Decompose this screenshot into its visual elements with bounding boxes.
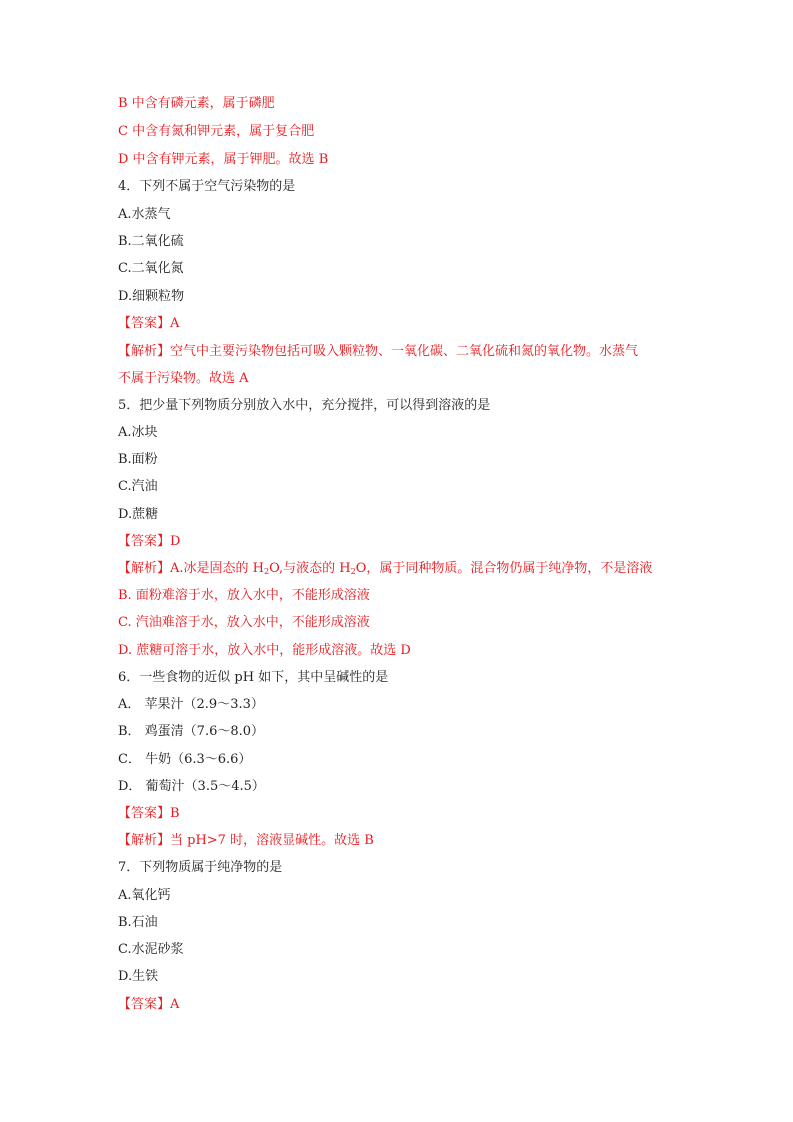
q7-option-a: A.氧化钙	[118, 888, 171, 903]
q4-option-b: B.二氧化硫	[118, 234, 184, 249]
q5-analysis-a-suffix: O，属于同种物质。混合物仍属于纯净物，不是溶液	[355, 561, 653, 576]
q6-option-c: C． 牛奶（6.3～6.6）	[118, 752, 252, 767]
q5-question: 5．把少量下列物质分别放入水中，充分搅拌，可以得到溶液的是	[118, 398, 491, 413]
q6-option-a: A． 苹果汁（2.9～3.3）	[118, 697, 264, 712]
q6-option-d: D． 葡萄汁（3.5～4.5）	[118, 779, 265, 794]
q3-analysis-d: D 中含有钾元素，属于钾肥。故选 B	[118, 152, 329, 167]
q5-analysis-c: C. 汽油难溶于水，放入水中，不能形成溶液	[118, 615, 370, 630]
subscript-2: 2	[264, 567, 270, 576]
q5-option-d: D.蔗糖	[118, 507, 159, 522]
q7-answer: 【答案】A	[118, 997, 180, 1012]
q6-option-b: B． 鸡蛋清（7.6～8.0）	[118, 724, 265, 739]
q5-option-b: B.面粉	[118, 452, 158, 467]
q5-option-c: C.汽油	[118, 479, 158, 494]
q6-question: 6．一些食物的近似 pH 如下，其中呈碱性的是	[118, 670, 389, 685]
q6-analysis: 【解析】当 pH>7 时，溶液显碱性。故选 B	[118, 833, 374, 848]
subscript-2: 2	[350, 567, 356, 576]
q7-option-c: C.水泥砂浆	[118, 942, 184, 957]
q5-analysis-d: D. 蔗糖可溶于水，放入水中，能形成溶液。故选 D	[118, 643, 411, 658]
q4-option-c: C.二氧化氮	[118, 261, 184, 276]
q5-answer: 【答案】D	[118, 534, 181, 549]
q5-analysis-a-mid: O,与液态的 H	[269, 561, 351, 576]
q4-answer: 【答案】A	[118, 316, 180, 331]
q7-option-b: B.石油	[118, 915, 158, 930]
q5-analysis-a-prefix: 【解析】A.冰是固态的 H	[118, 561, 264, 576]
q6-answer: 【答案】B	[118, 806, 180, 821]
q3-analysis-b: B 中含有磷元素，属于磷肥	[118, 96, 275, 111]
q4-option-d: D.细颗粒物	[118, 289, 185, 304]
q7-option-d: D.生铁	[118, 969, 159, 984]
q4-option-a: A.水蒸气	[118, 207, 171, 222]
q4-question: 4．下列不属于空气污染物的是	[118, 179, 296, 194]
q3-analysis-c: C 中含有氮和钾元素，属于复合肥	[118, 124, 315, 139]
q4-analysis-line1: 【解析】空气中主要污染物包括可吸入颗粒物、一氧化碳、二氧化硫和氮的氧化物。水蒸气	[118, 344, 639, 359]
q7-question: 7．下列物质属于纯净物的是	[118, 860, 283, 875]
q5-analysis-b: B. 面粉难溶于水，放入水中，不能形成溶液	[118, 588, 370, 603]
q5-option-a: A.冰块	[118, 425, 158, 440]
q4-analysis-line2: 不属于污染物。故选 A	[118, 371, 249, 386]
q5-analysis-a	[118, 560, 652, 581]
